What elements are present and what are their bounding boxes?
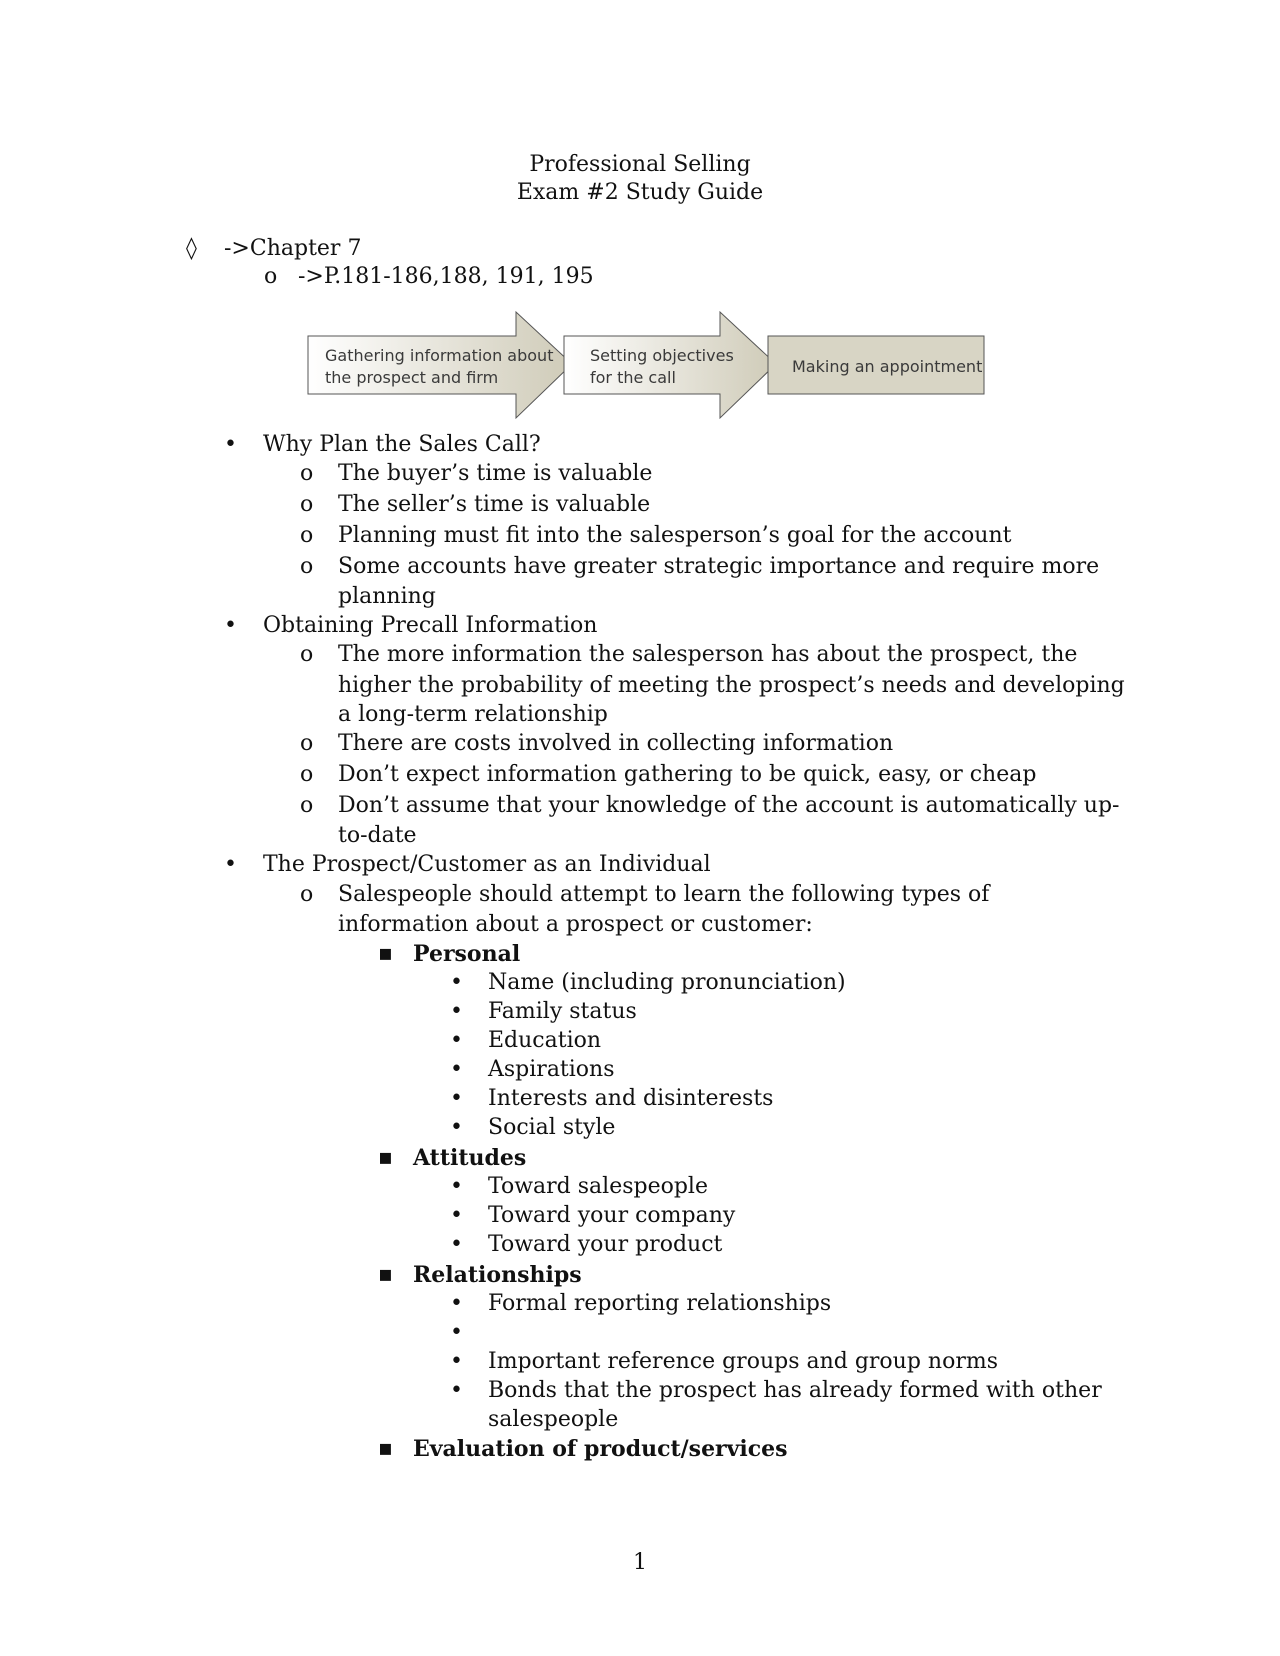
diamond-bullet-icon: ◊ bbox=[186, 236, 197, 261]
circle-bullet-icon: o bbox=[300, 882, 314, 907]
bullet-icon: • bbox=[450, 1291, 463, 1316]
list-item-continuation: salespeople bbox=[488, 1407, 619, 1432]
flow-step1-text-line1: Gathering information about bbox=[325, 346, 554, 365]
bullet-icon: • bbox=[450, 970, 463, 995]
list-item-continuation: a long-term relationship bbox=[338, 702, 608, 727]
list-item: Don’t expect information gathering to be quick, easy, or cheap bbox=[338, 762, 1037, 787]
bullet-icon: • bbox=[450, 1320, 463, 1345]
section-heading-precall: Obtaining Precall Information bbox=[263, 613, 598, 638]
category-attitudes: Attitudes bbox=[413, 1145, 527, 1171]
list-item: The seller’s time is valuable bbox=[338, 492, 651, 517]
chapter-pages: ->P.181-186,188, 191, 195 bbox=[298, 264, 594, 289]
flow-step2-text-line1: Setting objectives bbox=[590, 346, 734, 365]
list-item: The buyer’s time is valuable bbox=[338, 461, 653, 486]
bullet-icon: • bbox=[224, 852, 237, 877]
square-bullet-icon: ▪ bbox=[378, 1145, 393, 1170]
square-bullet-icon: ▪ bbox=[378, 1262, 393, 1287]
list-item: Family status bbox=[488, 999, 637, 1024]
list-item: Interests and disinterests bbox=[488, 1086, 774, 1111]
bullet-icon: • bbox=[450, 1086, 463, 1111]
bullet-icon: • bbox=[224, 432, 237, 457]
circle-bullet-icon: o bbox=[300, 554, 314, 579]
flow-step2-text-line2: for the call bbox=[590, 368, 676, 387]
category-personal: Personal bbox=[413, 941, 521, 967]
circle-bullet-icon: o bbox=[300, 523, 314, 548]
bullet-icon: • bbox=[450, 1349, 463, 1374]
square-bullet-icon: ▪ bbox=[378, 1436, 393, 1461]
list-item: The more information the salesperson has about the prospect, the bbox=[338, 642, 1078, 667]
list-item: Some accounts have greater strategic importance and require more bbox=[338, 554, 1100, 579]
list-item: There are costs involved in collecting information bbox=[338, 731, 894, 756]
circle-bullet-icon: o bbox=[300, 642, 314, 667]
list-item-continuation: planning bbox=[338, 584, 436, 609]
chapter-label: ->Chapter 7 bbox=[224, 236, 362, 261]
circle-bullet-icon: o bbox=[300, 492, 314, 517]
list-item: Salespeople should attempt to learn the following types of bbox=[338, 882, 990, 907]
list-item: Aspirations bbox=[488, 1057, 615, 1082]
category-evaluation: Evaluation of product/services bbox=[413, 1436, 788, 1462]
doc-title-line1: Professional Selling bbox=[529, 152, 751, 177]
list-item: Bonds that the prospect has already formed with other bbox=[488, 1378, 1102, 1403]
list-item: Don’t assume that your knowledge of the account is automatically up- bbox=[338, 793, 1120, 818]
list-item: Planning must fit into the salesperson’s goal for the account bbox=[338, 523, 1012, 548]
flow-step3-text: Making an appointment bbox=[792, 357, 983, 376]
circle-bullet-icon: o bbox=[300, 762, 314, 787]
list-item: Toward your company bbox=[488, 1203, 736, 1228]
bullet-icon: • bbox=[224, 613, 237, 638]
list-item-continuation: higher the probability of meeting the prospect’s needs and developing bbox=[338, 673, 1125, 698]
list-item: Name (including pronunciation) bbox=[488, 970, 846, 995]
category-relationships: Relationships bbox=[413, 1262, 582, 1288]
section-heading-individual: The Prospect/Customer as an Individual bbox=[263, 852, 711, 877]
bullet-icon: • bbox=[450, 1203, 463, 1228]
section-heading-why-plan: Why Plan the Sales Call? bbox=[263, 432, 541, 457]
page-number: 1 bbox=[633, 1550, 647, 1575]
doc-title-line2: Exam #2 Study Guide bbox=[516, 180, 764, 205]
bullet-icon: • bbox=[450, 1028, 463, 1053]
circle-bullet-icon: o bbox=[300, 793, 314, 818]
list-item: Formal reporting relationships bbox=[488, 1291, 832, 1316]
circle-bullet-icon: o bbox=[264, 264, 278, 289]
list-item: Social style bbox=[488, 1115, 616, 1140]
list-item: Important reference groups and group norms bbox=[488, 1349, 999, 1374]
circle-bullet-icon: o bbox=[300, 731, 314, 756]
bullet-icon: • bbox=[450, 1115, 463, 1140]
square-bullet-icon: ▪ bbox=[378, 941, 393, 966]
list-item: Education bbox=[488, 1028, 602, 1053]
bullet-icon: • bbox=[450, 1174, 463, 1199]
bullet-icon: • bbox=[450, 1232, 463, 1257]
list-item-continuation: information about a prospect or customer: bbox=[338, 912, 813, 937]
bullet-icon: • bbox=[450, 1057, 463, 1082]
circle-bullet-icon: o bbox=[300, 461, 314, 486]
flow-step1-text-line2: the prospect and firm bbox=[325, 368, 499, 387]
bullet-icon: • bbox=[450, 1378, 463, 1403]
list-item: Toward salespeople bbox=[488, 1174, 708, 1199]
list-item: Toward your product bbox=[488, 1232, 723, 1257]
bullet-icon: • bbox=[450, 999, 463, 1024]
list-item-continuation: to-date bbox=[338, 823, 417, 848]
